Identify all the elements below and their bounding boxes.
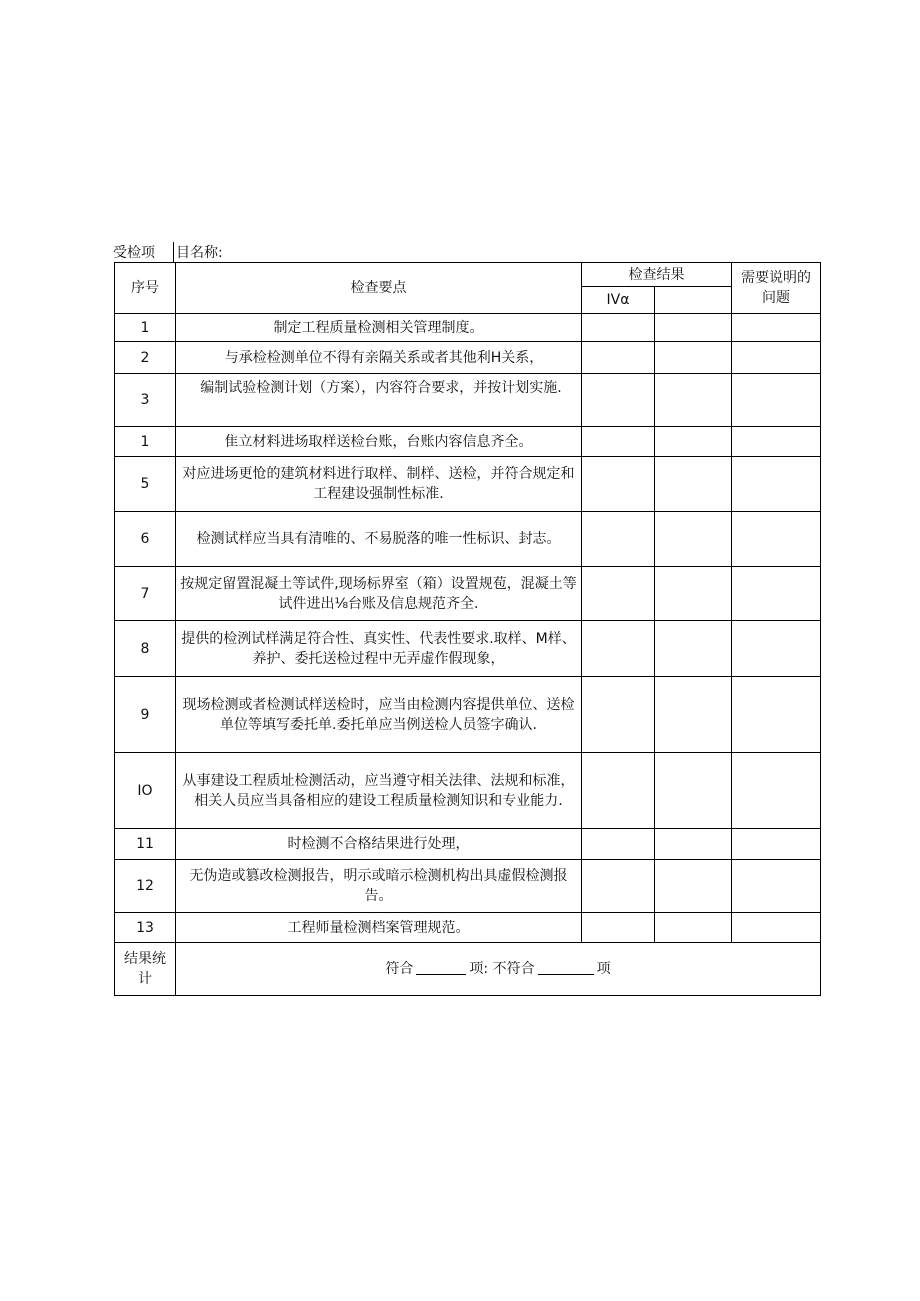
row-seq: 1 bbox=[115, 314, 176, 342]
row-text: 与承检检测单位不得有亲隔关系或者其他利H关系， bbox=[176, 342, 582, 374]
header-row bbox=[115, 263, 821, 287]
header-result-sub-blank bbox=[655, 287, 732, 314]
notes-cell[interactable] bbox=[732, 427, 821, 457]
summary-label: 结果统计 bbox=[115, 943, 176, 996]
project-name-label: 目名称: bbox=[176, 245, 223, 261]
notes-cell[interactable] bbox=[732, 913, 821, 943]
table-row bbox=[115, 512, 821, 567]
result-cell-b[interactable] bbox=[655, 860, 732, 913]
notes-cell[interactable] bbox=[732, 860, 821, 913]
result-cell-b[interactable] bbox=[655, 427, 732, 457]
result-cell-a[interactable] bbox=[582, 753, 655, 829]
table-row bbox=[115, 753, 821, 829]
header-result-sub: IVα bbox=[582, 287, 655, 314]
item-end: 项 bbox=[596, 961, 611, 977]
row-seq: IO bbox=[115, 753, 176, 829]
result-cell-a[interactable] bbox=[582, 342, 655, 374]
table-row bbox=[115, 677, 821, 753]
result-cell-a[interactable] bbox=[582, 374, 655, 427]
row-text: 无伪造或篡改检测报告，明示或暗示检测机构出具虚假检测报告。 bbox=[176, 860, 582, 913]
result-cell-a[interactable] bbox=[582, 512, 655, 567]
table-row bbox=[115, 829, 821, 860]
fail-count-blank[interactable] bbox=[538, 960, 594, 975]
header-result: 检查结果 bbox=[582, 263, 732, 287]
notes-cell[interactable] bbox=[732, 512, 821, 567]
notes-cell[interactable] bbox=[732, 829, 821, 860]
row-text: 隹立材料进场取样送检台账，台账内容信息齐全。 bbox=[176, 427, 582, 457]
header-notes: 需要说明的问题 bbox=[732, 263, 821, 314]
table-row bbox=[115, 567, 821, 621]
result-cell-a[interactable] bbox=[582, 829, 655, 860]
notes-cell[interactable] bbox=[732, 567, 821, 621]
result-cell-b[interactable] bbox=[655, 829, 732, 860]
row-seq: 3 bbox=[115, 374, 176, 427]
summary-content bbox=[176, 943, 821, 996]
result-cell-b[interactable] bbox=[655, 512, 732, 567]
row-text: 工程师量检测档案管理规范。 bbox=[176, 913, 582, 943]
inspection-table bbox=[114, 262, 821, 996]
row-seq: 2 bbox=[115, 342, 176, 374]
table-row bbox=[115, 860, 821, 913]
row-seq: 12 bbox=[115, 860, 176, 913]
summary-row bbox=[115, 943, 821, 996]
header-seq: 序号 bbox=[115, 263, 176, 314]
result-cell-b[interactable] bbox=[655, 567, 732, 621]
notes-cell[interactable] bbox=[732, 753, 821, 829]
result-cell-b[interactable] bbox=[655, 753, 732, 829]
caption-divider bbox=[173, 242, 174, 262]
result-cell-a[interactable] bbox=[582, 427, 655, 457]
row-seq: 5 bbox=[115, 457, 176, 512]
result-cell-b[interactable] bbox=[655, 913, 732, 943]
result-cell-b[interactable] bbox=[655, 621, 732, 677]
row-text: 对应进场更怆的建筑材料进行取样、制样、送检，并符合规定和工程建设强制性标准. bbox=[176, 457, 582, 512]
header-points: 检查要点 bbox=[176, 263, 582, 314]
table-row bbox=[115, 913, 821, 943]
row-seq: 13 bbox=[115, 913, 176, 943]
inspected-label: 受检项 bbox=[113, 245, 155, 261]
row-seq: 7 bbox=[115, 567, 176, 621]
row-text: 从事建设工程质址检测活动，应当遵守相关法律、法规和标准，相关人员应当具备相应的建设工程质量检测知识和专业能力. bbox=[176, 753, 582, 829]
result-cell-a[interactable] bbox=[582, 314, 655, 342]
row-text: 时检测不合格结果进行处理， bbox=[176, 829, 582, 860]
row-seq: 9 bbox=[115, 677, 176, 753]
fail-label: 不符合 bbox=[492, 961, 535, 977]
pass-label: 符合 bbox=[385, 961, 414, 977]
result-cell-a[interactable] bbox=[582, 677, 655, 753]
table-row bbox=[115, 314, 821, 342]
row-text: 提供的检洌试样满足符合性、真实性、代表性要求.取样、M样、养护、委托送检过程中无弄虚作假现象， bbox=[176, 621, 582, 677]
row-text: 制定工程质量检测相关管理制度。 bbox=[176, 314, 582, 342]
result-cell-b[interactable] bbox=[655, 314, 732, 342]
row-seq: 1 bbox=[115, 427, 176, 457]
row-seq: 6 bbox=[115, 512, 176, 567]
notes-cell[interactable] bbox=[732, 314, 821, 342]
table-row bbox=[115, 342, 821, 374]
item-separator: 项: bbox=[469, 961, 489, 977]
result-cell-a[interactable] bbox=[582, 860, 655, 913]
notes-cell[interactable] bbox=[732, 374, 821, 427]
result-cell-a[interactable] bbox=[582, 457, 655, 512]
table-row bbox=[115, 374, 821, 427]
notes-cell[interactable] bbox=[732, 621, 821, 677]
result-cell-a[interactable] bbox=[582, 621, 655, 677]
row-text: 按规定留置混凝土等试件,现场标界室（箱）设置规苞，混凝土等试件进出⅛台账及信息规范齐全. bbox=[176, 567, 582, 621]
row-text: 现场检测或者检测试样送检时，应当由检测内容提供单位、送检单位等填写委托单.委托单应当例送检人员签字确认. bbox=[176, 677, 582, 753]
notes-cell[interactable] bbox=[732, 457, 821, 512]
result-cell-b[interactable] bbox=[655, 342, 732, 374]
notes-cell[interactable] bbox=[732, 677, 821, 753]
result-cell-b[interactable] bbox=[655, 457, 732, 512]
row-seq: 8 bbox=[115, 621, 176, 677]
table-row bbox=[115, 427, 821, 457]
result-cell-b[interactable] bbox=[655, 374, 732, 427]
result-cell-b[interactable] bbox=[655, 677, 732, 753]
table-row bbox=[115, 457, 821, 512]
row-seq: 11 bbox=[115, 829, 176, 860]
notes-cell[interactable] bbox=[732, 342, 821, 374]
result-cell-a[interactable] bbox=[582, 567, 655, 621]
table-row bbox=[115, 621, 821, 677]
result-cell-a[interactable] bbox=[582, 913, 655, 943]
row-text: 检测试样应当具有清唯的、不易脱落的唯一性标识、封志。 bbox=[176, 512, 582, 567]
row-text: 编制试验检测计划（方案），内容符合要求，并按计划实施. bbox=[176, 374, 582, 427]
pass-count-blank[interactable] bbox=[416, 960, 466, 975]
